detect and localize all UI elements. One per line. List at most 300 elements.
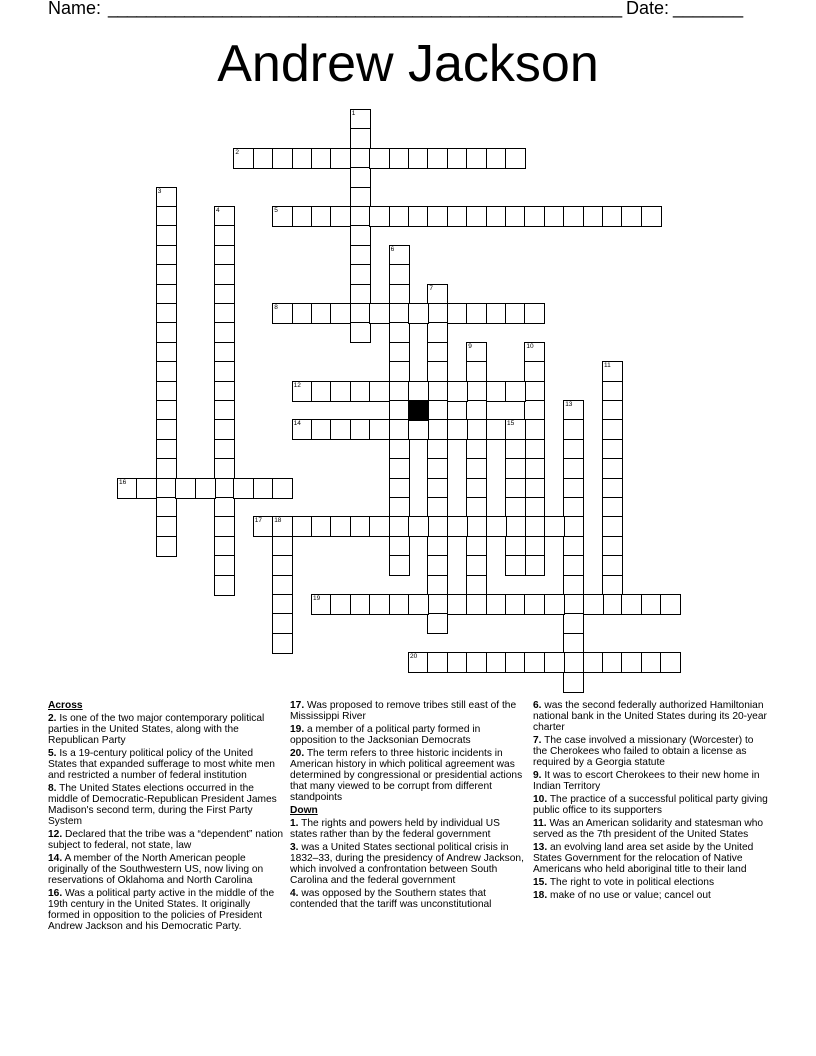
crossword-cell[interactable] xyxy=(272,206,293,227)
crossword-cell[interactable] xyxy=(563,594,584,615)
clue-text: Is a 19-century political policy of the United States that expanded sufferage to most white men and restricted a number of federal institution xyxy=(48,748,275,781)
crossword-cell[interactable] xyxy=(330,206,351,227)
crossword-cell[interactable] xyxy=(389,516,410,537)
crossword-cell[interactable] xyxy=(602,400,623,421)
crossword-cell[interactable] xyxy=(505,594,526,615)
crossword-cell[interactable] xyxy=(505,381,526,402)
crossword-cell[interactable] xyxy=(272,536,293,557)
crossword-cell[interactable] xyxy=(156,400,177,421)
crossword-cell[interactable] xyxy=(156,264,177,285)
crossword-cell[interactable] xyxy=(427,322,448,343)
crossword-cell[interactable] xyxy=(447,594,468,615)
crossword-cell[interactable] xyxy=(466,516,487,537)
crossword-cell[interactable] xyxy=(583,594,604,615)
crossword-cell[interactable] xyxy=(156,284,177,305)
crossword-cell[interactable] xyxy=(330,381,351,402)
clue-text: A member of the North American people originally of the Southwestern US, now living on reservations of Oklahoma and North Carolina xyxy=(48,853,264,886)
crossword-cell[interactable] xyxy=(214,381,235,402)
down-clue xyxy=(533,818,769,840)
crossword-cell[interactable] xyxy=(427,478,448,499)
crossword-cell[interactable] xyxy=(602,652,623,673)
crossword-cell[interactable] xyxy=(214,516,235,537)
crossword-cell[interactable] xyxy=(602,555,623,576)
clue-number: 4 xyxy=(216,207,220,214)
crossword-cell[interactable] xyxy=(156,439,177,460)
clue-number-label: 1. xyxy=(290,818,299,829)
crossword-cell[interactable] xyxy=(544,594,565,615)
crossword-cell[interactable] xyxy=(524,555,545,576)
crossword-cell[interactable] xyxy=(253,516,274,537)
crossword-cell[interactable] xyxy=(524,400,545,421)
crossword-cell[interactable] xyxy=(641,594,662,615)
crossword-cell[interactable] xyxy=(486,419,507,440)
crossword-cell[interactable] xyxy=(524,361,545,382)
crossword-cell[interactable] xyxy=(505,419,526,440)
crossword-cell[interactable] xyxy=(544,516,565,537)
crossword-cell[interactable] xyxy=(292,419,313,440)
crossword-cell[interactable] xyxy=(292,303,313,324)
crossword-cell[interactable] xyxy=(330,594,351,615)
crossword-cell[interactable] xyxy=(486,516,507,537)
crossword-cell[interactable] xyxy=(311,206,332,227)
crossword-cell[interactable] xyxy=(389,148,410,169)
crossword-cell[interactable] xyxy=(369,206,390,227)
crossword-cell[interactable] xyxy=(389,264,410,285)
crossword-cell[interactable] xyxy=(408,594,429,615)
crossword-cell[interactable] xyxy=(427,497,448,518)
crossword-cell[interactable] xyxy=(214,439,235,460)
crossword-cell[interactable] xyxy=(447,303,468,324)
crossword-cell[interactable] xyxy=(389,536,410,557)
crossword-cell[interactable] xyxy=(641,652,662,673)
crossword-cell[interactable] xyxy=(583,206,604,227)
crossword-cell[interactable] xyxy=(408,148,429,169)
crossword-cell[interactable] xyxy=(427,342,448,363)
crossword-cell[interactable] xyxy=(524,439,545,460)
crossword-cell[interactable] xyxy=(563,672,584,693)
crossword-cell[interactable] xyxy=(466,303,487,324)
crossword-cell[interactable] xyxy=(272,575,293,596)
crossword-cell[interactable] xyxy=(214,497,235,518)
clue-number-label: 7. xyxy=(533,735,542,746)
crossword-cell[interactable] xyxy=(427,361,448,382)
crossword-cell[interactable] xyxy=(427,400,448,421)
crossword-cell[interactable] xyxy=(292,516,313,537)
crossword-cell[interactable] xyxy=(389,206,410,227)
crossword-cell[interactable] xyxy=(602,497,623,518)
crossword-cell[interactable] xyxy=(389,458,410,479)
crossword-cell[interactable] xyxy=(466,594,487,615)
crossword-cell[interactable] xyxy=(272,148,293,169)
crossword-cell[interactable] xyxy=(369,516,390,537)
crossword-cell[interactable] xyxy=(350,322,371,343)
crossword-cell[interactable] xyxy=(641,206,662,227)
crossword-cell[interactable] xyxy=(311,381,332,402)
crossword-cell[interactable] xyxy=(466,458,487,479)
crossword-cell[interactable] xyxy=(350,516,371,537)
crossword-cell[interactable] xyxy=(214,303,235,324)
crossword-cell[interactable] xyxy=(214,342,235,363)
crossword-cell[interactable] xyxy=(466,206,487,227)
crossword-cell[interactable] xyxy=(369,594,390,615)
crossword-cell[interactable] xyxy=(389,419,410,440)
crossword-cell[interactable] xyxy=(408,303,429,324)
crossword-cell[interactable] xyxy=(389,361,410,382)
clue-text: The term refers to three historic incidents in American history in which political agreement was determined by congressional or presidential actions that many viewed to be corrupt from different standpoints xyxy=(290,748,523,803)
crossword-cell[interactable] xyxy=(156,303,177,324)
crossword-cell[interactable] xyxy=(156,381,177,402)
crossword-cell[interactable] xyxy=(272,594,293,615)
crossword-cell[interactable] xyxy=(330,148,351,169)
crossword-cell[interactable] xyxy=(214,322,235,343)
clue-number-label: 9. xyxy=(533,770,542,781)
clue-text: Declared that the tribe was a “dependent” nation subject to federal, not state, law xyxy=(48,829,284,851)
crossword-cell[interactable] xyxy=(602,206,623,227)
crossword-cell[interactable] xyxy=(136,478,157,499)
crossword-cell[interactable] xyxy=(621,206,642,227)
crossword-cell[interactable] xyxy=(350,245,371,266)
across-clue xyxy=(48,829,284,851)
crossword-cell[interactable] xyxy=(427,303,448,324)
crossword-cell[interactable] xyxy=(563,555,584,576)
crossword-cell[interactable] xyxy=(466,400,487,421)
crossword-cell[interactable] xyxy=(214,245,235,266)
crossword-cell[interactable] xyxy=(427,419,448,440)
crossword-cell[interactable] xyxy=(602,419,623,440)
crossword-cell[interactable] xyxy=(233,478,254,499)
crossword-cell[interactable] xyxy=(253,478,274,499)
crossword-cell[interactable] xyxy=(524,419,545,440)
crossword-cell[interactable] xyxy=(311,594,332,615)
across-clue-list-continued xyxy=(290,700,526,803)
crossword-cell[interactable] xyxy=(524,652,545,673)
crossword-cell[interactable] xyxy=(369,148,390,169)
crossword-cell[interactable] xyxy=(156,187,177,208)
crossword-cell[interactable] xyxy=(427,381,448,402)
crossword-cell[interactable] xyxy=(563,536,584,557)
crossword-cell[interactable] xyxy=(350,381,371,402)
crossword-cell[interactable] xyxy=(311,419,332,440)
name-field[interactable]: ______________________________________________________ xyxy=(108,0,622,18)
crossword-cell[interactable] xyxy=(563,478,584,499)
clue-text: make of no use or value; cancel out xyxy=(547,890,711,901)
clue-number-label: 20. xyxy=(290,748,305,759)
crossword-cell[interactable] xyxy=(621,652,642,673)
crossword-cell[interactable] xyxy=(447,419,468,440)
clue-number-label: 14. xyxy=(48,853,63,864)
crossword-cell[interactable] xyxy=(524,381,545,402)
clue-text: The rights and powers held by individual US states rather than by the federal government xyxy=(290,818,500,840)
crossword-cell[interactable] xyxy=(330,516,351,537)
crossword-cell[interactable] xyxy=(214,225,235,246)
crossword-cell[interactable] xyxy=(427,652,448,673)
crossword-cell[interactable] xyxy=(427,555,448,576)
crossword-cell[interactable] xyxy=(466,575,487,596)
crossword-cell[interactable] xyxy=(524,478,545,499)
crossword-cell[interactable] xyxy=(311,303,332,324)
crossword-cell[interactable] xyxy=(427,284,448,305)
crossword-cell[interactable] xyxy=(505,439,526,460)
crossword-cell[interactable] xyxy=(156,342,177,363)
crossword-cell[interactable] xyxy=(117,478,138,499)
crossword-cell[interactable] xyxy=(486,148,507,169)
crossword-cell[interactable] xyxy=(602,381,623,402)
crossword-cell[interactable] xyxy=(524,303,545,324)
crossword-cell[interactable] xyxy=(253,148,274,169)
crossword-cell[interactable] xyxy=(214,361,235,382)
crossword-cell[interactable] xyxy=(427,575,448,596)
crossword-cell[interactable] xyxy=(272,613,293,634)
crossword-cell[interactable] xyxy=(602,536,623,557)
crossword-cell[interactable] xyxy=(214,458,235,479)
crossword-cell[interactable] xyxy=(486,381,507,402)
crossword-cell[interactable] xyxy=(602,594,623,615)
crossword-cell[interactable] xyxy=(214,478,235,499)
clues-column-3 xyxy=(533,700,769,903)
clue-number-label: 3. xyxy=(290,842,299,853)
crossword-cell[interactable] xyxy=(156,458,177,479)
date-field[interactable]: _______ xyxy=(673,0,744,18)
clues-column-1 xyxy=(48,700,284,934)
clue-number-label: 5. xyxy=(48,748,57,759)
crossword-cell[interactable] xyxy=(486,206,507,227)
crossword-cell[interactable] xyxy=(389,478,410,499)
crossword-cell[interactable] xyxy=(466,439,487,460)
crossword-cell[interactable] xyxy=(272,633,293,654)
crossword-cell[interactable] xyxy=(311,516,332,537)
crossword-cell[interactable] xyxy=(292,148,313,169)
crossword-cell[interactable] xyxy=(563,400,584,421)
crossword-cell[interactable] xyxy=(505,516,526,537)
page-title: Andrew Jackson xyxy=(217,35,599,93)
clue-text: Is one of the two major contemporary political parties in the United States, along with the Republican Party xyxy=(48,713,265,746)
crossword-cell[interactable] xyxy=(602,439,623,460)
crossword-cell[interactable] xyxy=(214,555,235,576)
crossword-cell[interactable] xyxy=(214,264,235,285)
crossword-cell[interactable] xyxy=(156,245,177,266)
crossword-cell[interactable] xyxy=(350,594,371,615)
crossword-cell[interactable] xyxy=(272,478,293,499)
crossword-cell[interactable] xyxy=(466,342,487,363)
crossword-cell[interactable] xyxy=(292,381,313,402)
across-clue xyxy=(290,748,526,803)
crossword-cell[interactable] xyxy=(602,361,623,382)
crossword-cell[interactable] xyxy=(369,419,390,440)
crossword-cell[interactable] xyxy=(350,128,371,149)
crossword-cell[interactable] xyxy=(330,419,351,440)
crossword-cell[interactable] xyxy=(427,594,448,615)
crossword-cell[interactable] xyxy=(427,458,448,479)
crossword-cell[interactable] xyxy=(447,516,468,537)
clue-text: was opposed by the Southern states that contended that the tariff was unconstitutional xyxy=(290,888,492,910)
crossword-cell[interactable] xyxy=(602,516,623,537)
crossword-cell[interactable] xyxy=(427,439,448,460)
crossword-cell[interactable] xyxy=(408,419,429,440)
crossword-cell[interactable] xyxy=(486,594,507,615)
crossword-cell[interactable] xyxy=(524,206,545,227)
crossword-cell[interactable] xyxy=(563,613,584,634)
crossword-cell[interactable] xyxy=(330,303,351,324)
crossword-cell[interactable] xyxy=(466,361,487,382)
crossword-cell[interactable] xyxy=(369,303,390,324)
crossword-cell[interactable] xyxy=(389,284,410,305)
crossword-cell[interactable] xyxy=(524,594,545,615)
crossword-cell[interactable] xyxy=(563,575,584,596)
crossword-cell[interactable] xyxy=(583,652,604,673)
crossword-cell[interactable] xyxy=(563,206,584,227)
crossword-cell[interactable] xyxy=(524,536,545,557)
crossword-cell[interactable] xyxy=(233,148,254,169)
crossword-cell[interactable] xyxy=(602,478,623,499)
crossword-cell[interactable] xyxy=(524,458,545,479)
crossword-cell[interactable] xyxy=(389,439,410,460)
crossword-cell[interactable] xyxy=(466,497,487,518)
crossword-cell[interactable] xyxy=(389,342,410,363)
crossword-cell[interactable] xyxy=(447,652,468,673)
crossword-cell[interactable] xyxy=(156,516,177,537)
crossword-cell[interactable] xyxy=(272,303,293,324)
crossword-cell[interactable] xyxy=(350,206,371,227)
crossword-cell[interactable] xyxy=(466,478,487,499)
crossword-cell[interactable] xyxy=(389,555,410,576)
crossword-cell[interactable] xyxy=(466,652,487,673)
crossword-cell[interactable] xyxy=(156,322,177,343)
crossword-cell[interactable] xyxy=(156,419,177,440)
crossword-cell[interactable] xyxy=(350,264,371,285)
crossword-cell[interactable] xyxy=(544,652,565,673)
crossword-cell[interactable] xyxy=(505,148,526,169)
down-clue-list xyxy=(290,818,526,910)
crossword-cell[interactable] xyxy=(505,303,526,324)
crossword-cell[interactable] xyxy=(214,206,235,227)
crossword-cell[interactable] xyxy=(214,419,235,440)
crossword-cell[interactable] xyxy=(408,652,429,673)
crossword-cell[interactable] xyxy=(389,303,410,324)
crossword-cell[interactable] xyxy=(563,458,584,479)
crossword-cell[interactable] xyxy=(505,206,526,227)
clue-number: 8 xyxy=(274,304,278,311)
crossword-cell[interactable] xyxy=(214,400,235,421)
crossword-cell[interactable] xyxy=(602,575,623,596)
crossword-cell[interactable] xyxy=(505,458,526,479)
crossword-cell[interactable] xyxy=(156,361,177,382)
crossword-cell[interactable] xyxy=(350,419,371,440)
crossword-cell[interactable] xyxy=(156,478,177,499)
crossword-cell[interactable] xyxy=(466,555,487,576)
clue-text: was the second federally authorized Hamiltonian national bank in the United States during its 20-year charter xyxy=(533,700,767,733)
crossword-cell[interactable] xyxy=(350,303,371,324)
crossword-cell[interactable] xyxy=(563,419,584,440)
crossword-cell[interactable] xyxy=(214,536,235,557)
crossword-cell[interactable] xyxy=(563,497,584,518)
crossword-cell[interactable] xyxy=(156,497,177,518)
crossword-cell[interactable] xyxy=(447,381,468,402)
crossword-cell[interactable] xyxy=(427,536,448,557)
crossword-cell[interactable] xyxy=(369,381,390,402)
crossword-cell[interactable] xyxy=(466,536,487,557)
crossword-cell[interactable] xyxy=(427,148,448,169)
crossword-cell[interactable] xyxy=(447,148,468,169)
crossword-cell[interactable] xyxy=(486,652,507,673)
crossword-cell[interactable] xyxy=(602,458,623,479)
clue-number-label: 6. xyxy=(533,700,542,711)
crossword-cell[interactable] xyxy=(408,206,429,227)
crossword-cell[interactable] xyxy=(466,381,487,402)
crossword-cell[interactable] xyxy=(524,516,545,537)
crossword-cell[interactable] xyxy=(427,206,448,227)
clue-number: 14 xyxy=(293,420,301,428)
crossword-cell[interactable] xyxy=(505,478,526,499)
crossword-cell[interactable] xyxy=(505,536,526,557)
crossword-cell[interactable] xyxy=(350,225,371,246)
crossword-cell[interactable] xyxy=(524,342,545,363)
crossword-cell[interactable] xyxy=(389,594,410,615)
crossword-cell[interactable] xyxy=(544,206,565,227)
crossword-cell[interactable] xyxy=(447,206,468,227)
crossword-cell[interactable] xyxy=(389,497,410,518)
crossword-cell[interactable] xyxy=(660,652,681,673)
crossword-cell[interactable] xyxy=(408,516,429,537)
crossword-cell[interactable] xyxy=(350,187,371,208)
crossword-cell[interactable] xyxy=(350,284,371,305)
clue-text: was a United States sectional political crisis in 1832–33, during the presidency of Andrew Jackson, which involved a confrontation between South Carolina and the federal government xyxy=(290,842,524,886)
crossword-cell[interactable] xyxy=(389,400,410,421)
crossword-cell[interactable] xyxy=(524,497,545,518)
clue-text: The practice of a successful political party giving public office to its supporters xyxy=(533,794,768,816)
crossword-cell[interactable] xyxy=(505,652,526,673)
crossword-cell[interactable] xyxy=(389,322,410,343)
crossword-cell[interactable] xyxy=(466,148,487,169)
crossword-cell[interactable] xyxy=(563,439,584,460)
crossword-cell[interactable] xyxy=(156,536,177,557)
crossword-cell[interactable] xyxy=(486,303,507,324)
crossword-cell[interactable] xyxy=(427,613,448,634)
clue-number-label: 13. xyxy=(533,842,548,853)
crossword-cell[interactable] xyxy=(660,594,681,615)
across-clue xyxy=(48,888,284,932)
crossword-cell[interactable] xyxy=(389,381,410,402)
crossword-cell[interactable] xyxy=(563,516,584,537)
crossword-cell[interactable] xyxy=(272,555,293,576)
crossword-cell[interactable] xyxy=(563,633,584,654)
crossword-cell[interactable] xyxy=(292,206,313,227)
crossword-cell[interactable] xyxy=(505,497,526,518)
across-heading: Across xyxy=(48,700,83,711)
crossword-cell[interactable] xyxy=(214,575,235,596)
across-clue xyxy=(48,748,284,781)
down-clue xyxy=(533,794,769,816)
crossword-cell[interactable] xyxy=(311,148,332,169)
crossword-cell[interactable] xyxy=(389,245,410,266)
crossword-cell[interactable] xyxy=(156,225,177,246)
down-clue xyxy=(290,842,526,886)
crossword-cell[interactable] xyxy=(350,167,371,188)
crossword-cell[interactable] xyxy=(272,516,293,537)
crossword-cell[interactable] xyxy=(350,109,371,130)
crossword-cell[interactable] xyxy=(621,594,642,615)
clue-number: 1 xyxy=(351,110,356,117)
crossword-cell[interactable] xyxy=(195,478,216,499)
crossword-cell[interactable] xyxy=(563,652,584,673)
crossword-cell[interactable] xyxy=(214,284,235,305)
crossword-cell[interactable] xyxy=(156,206,177,227)
crossword-cell[interactable] xyxy=(350,148,371,169)
crossword-cell[interactable] xyxy=(505,555,526,576)
crossword-cell[interactable] xyxy=(175,478,196,499)
crossword-cell[interactable] xyxy=(466,419,487,440)
crossword-cell[interactable] xyxy=(427,516,448,537)
crossword-cell[interactable] xyxy=(408,381,429,402)
